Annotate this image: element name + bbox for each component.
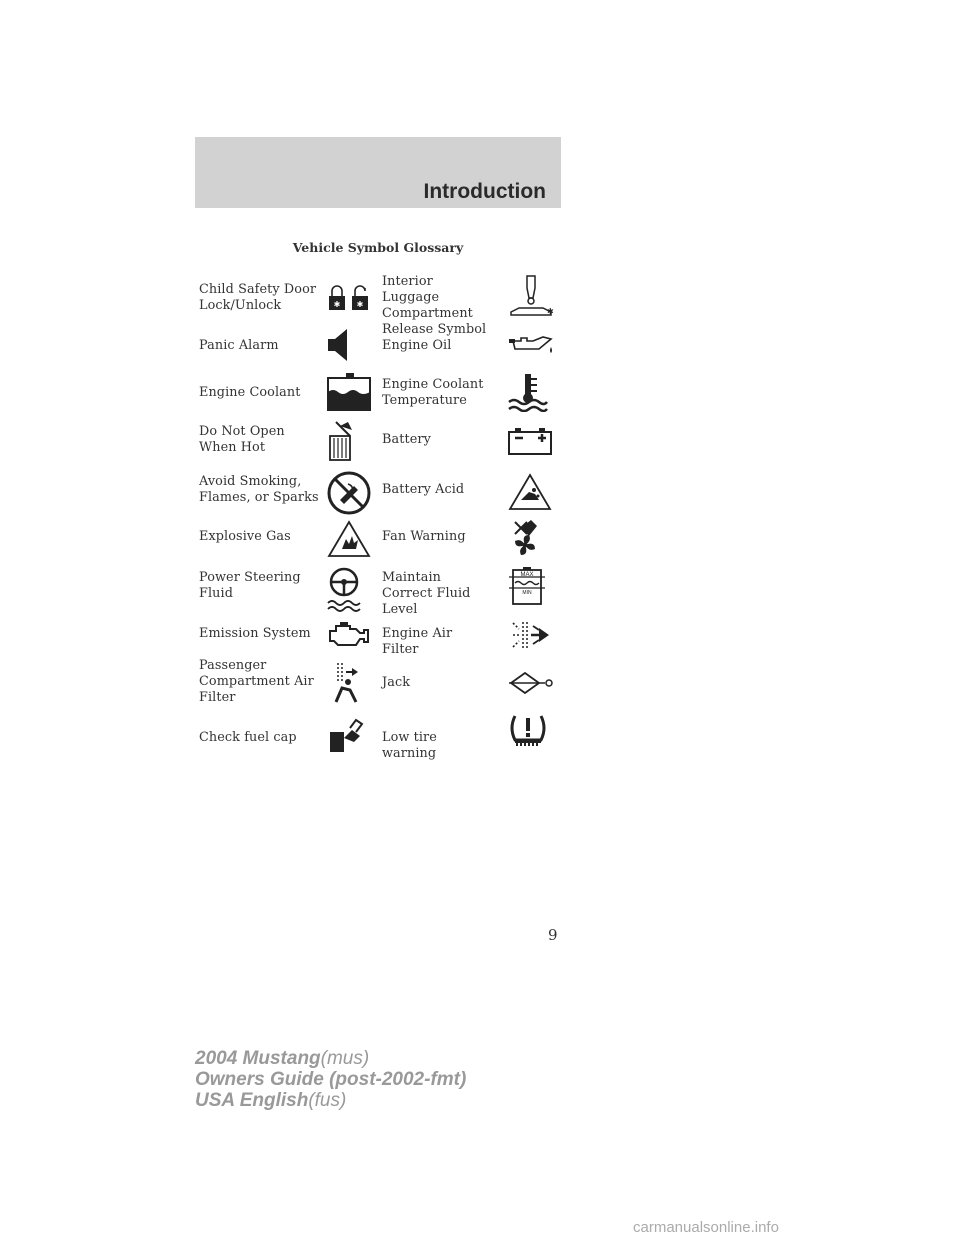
battery-icon [507, 426, 553, 456]
jack-icon [507, 670, 555, 696]
oil-can-icon [507, 333, 555, 357]
glossary-label: Engine Oil [382, 338, 452, 353]
battery-acid-icon [507, 472, 553, 512]
coolant-reservoir-icon [326, 372, 372, 412]
section-title: Introduction [423, 180, 546, 203]
glossary-row [199, 712, 561, 761]
footer-doc-info [195, 1048, 466, 1111]
glossary-row [199, 274, 561, 337]
glossary-label: Engine Air Filter [382, 626, 453, 657]
horn-speaker-icon [326, 327, 354, 363]
glossary-row [199, 325, 561, 365]
glossary-label: Panic Alarm [199, 338, 279, 353]
glossary-label: Engine Coolant Temperature [382, 377, 484, 408]
glossary-label: Battery Acid [382, 482, 465, 497]
engine-icon [326, 620, 374, 650]
no-smoking-icon [326, 470, 372, 516]
glossary-label: Check fuel cap [199, 730, 297, 745]
glossary-label: Fan Warning [382, 529, 466, 544]
hot-radiator-icon [326, 420, 356, 464]
explosive-gas-icon [326, 519, 372, 559]
svg-text:✱: ✱ [356, 300, 364, 309]
fluid-level-max-text: MAX [520, 572, 534, 578]
steering-wheel-icon [326, 566, 362, 612]
glossary-label: Avoid Smoking, Flames, or Sparks [199, 474, 319, 505]
svg-text:✱: ✱ [333, 300, 341, 309]
glossary-row [199, 618, 561, 658]
glossary-label: Engine Coolant [199, 385, 301, 400]
glossary-row [199, 658, 561, 712]
svg-text:✱: ✱ [547, 307, 554, 316]
footer-language-code: (fus) [308, 1090, 347, 1111]
child-lock-icon [326, 284, 372, 312]
glossary-label: Emission System [199, 626, 311, 641]
glossary-label: Passenger Compartment Air Filter [199, 658, 314, 705]
footer-model: 2004 Mustang [195, 1048, 321, 1069]
glossary-label: Explosive Gas [199, 529, 291, 544]
low-tire-icon [507, 712, 549, 748]
footer-model-code: (mus) [320, 1048, 370, 1069]
trunk-release-icon [507, 274, 555, 318]
glossary-row [199, 518, 561, 564]
watermark-text: carmanualsonline.info [633, 1219, 779, 1236]
fluid-level-icon [507, 566, 547, 606]
glossary-label: Interior Luggage Compartment Release Symbol [382, 274, 487, 337]
thermometer-icon [507, 372, 549, 412]
glossary-row [199, 368, 561, 416]
fan-warning-icon [507, 518, 543, 558]
fuel-cap-icon [326, 718, 366, 754]
glossary-title: Vehicle Symbol Glossary [292, 240, 464, 255]
glossary-label: Child Safety Door Lock/Unlock [199, 282, 317, 313]
glossary-label: Power Steering Fluid [199, 570, 301, 601]
glossary-row [199, 566, 561, 617]
cabin-filter-icon [326, 660, 366, 706]
glossary-label: Battery [382, 432, 431, 447]
glossary-row [199, 470, 561, 520]
section-header-band [195, 137, 561, 208]
fluid-level-min-text: MIN [522, 590, 532, 596]
glossary-label: Maintain Correct Fluid Level [382, 570, 471, 617]
glossary-row [199, 420, 561, 466]
glossary-label: Low tire warning [382, 730, 437, 761]
air-filter-icon [507, 618, 553, 652]
glossary-label: Do Not Open When Hot [199, 424, 285, 455]
glossary-label: Jack [382, 675, 411, 690]
page-number: 9 [548, 926, 558, 944]
footer-guide-format: Owners Guide (post-2002-fmt) [195, 1069, 467, 1090]
footer-language: USA English [195, 1090, 309, 1111]
